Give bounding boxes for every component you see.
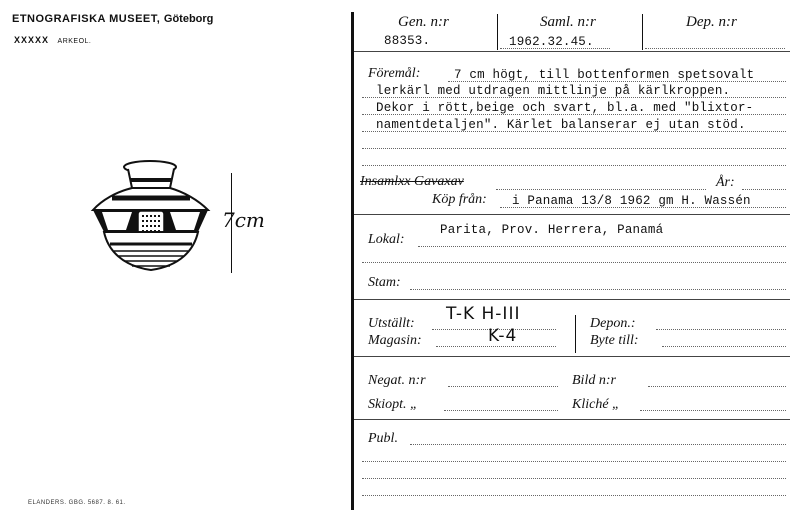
card-left-border [351,12,354,510]
publ-label: Publ. [368,431,398,446]
byte-dotted-line [662,346,786,347]
printer-line: ELANDERS. GBG. 5687. 8. 61. [28,500,126,506]
publ-dotted-line [362,461,786,462]
header-dotted-line [645,48,785,49]
magasin-label: Magasin: [368,333,422,348]
publ-dotted-line [362,478,786,479]
gen-nr-label: Gen. n:r [398,14,449,30]
skiopt-label: Skiopt. „ [368,397,418,412]
depon-label: Depon.: [590,316,636,331]
magasin-value: K-4 [488,326,518,346]
utstallt-value: T-K H-III [446,304,521,324]
stam-label: Stam: [368,275,401,290]
foremal-dotted-line [362,114,786,115]
foremal-dotted-line [362,97,786,98]
negat-nr-label: Negat. n:r [368,373,426,388]
department-line [14,35,91,45]
negatives-bottom-rule [354,419,790,420]
header-divider-1 [497,14,498,50]
museum-city: Göteborg [163,13,214,25]
kop-dotted-line [500,207,786,208]
storage-bottom-rule [354,356,790,357]
foremal-line-1: 7 cm högt, till bottenformen spetsovalt [454,68,755,82]
lokal-value: Parita, Prov. Herrera, Panamá [440,223,664,237]
bild-nr-label: Bild n:r [572,373,616,388]
storage-divider [575,315,576,353]
museum-title [12,13,213,25]
department-name: ARKEOL. [57,38,92,45]
lokal-dotted-line [418,246,786,247]
kop-fran-value: i Panama 13/8 1962 gm H. Wassén [512,194,751,208]
kop-fran-label: Köp från: [432,192,487,207]
foremal-line-4: namentdetaljen". Kärlet balanserar ej utan stöd. [376,118,746,132]
depon-dotted-line [656,329,786,330]
size-annotation: 7cm [222,208,265,232]
cliche-label: Kliché „ [572,397,620,412]
stam-dotted-line [410,289,786,290]
publ-dotted-line [410,444,786,445]
department-struck: XXXXX [14,35,50,45]
saml-nr-label: Saml. n:r [540,14,596,30]
byte-till-label: Byte till: [590,333,639,348]
skiopt-dotted-line [444,410,558,411]
utstallt-label: Utställt: [368,316,415,331]
foremal-dotted-line [362,131,786,132]
ar-dotted-line [742,189,786,190]
foremal-dotted-line [362,148,786,149]
header-bottom-rule [354,51,790,52]
bild-dotted-line [648,386,786,387]
magasin-dotted-line [436,346,556,347]
header-divider-2 [642,14,643,50]
foremal-line-2: lerkärl med utdragen mittlinje på kärlkroppen. [376,84,731,98]
header-dotted-line [500,48,610,49]
foremal-label: Föremål: [368,66,421,81]
foremal-dotted-line [362,165,786,166]
saml-nr-value: 1962.32.45. [509,35,594,49]
negat-dotted-line [448,386,558,387]
gen-nr-value: 88353. [384,34,431,48]
foremal-dotted-line [448,81,786,82]
acquisition-bottom-rule [354,214,790,215]
vessel-drawing [88,158,218,276]
cliche-dotted-line [640,410,786,411]
stam-bottom-rule [354,299,790,300]
foremal-line-3: Dekor i rött,beige och svart, bl.a. med "blixtor- [376,101,754,115]
ar-label: År: [716,175,735,190]
lokal-dotted-line [362,262,786,263]
museum-name: ETNOGRAFISKA MUSEET, [12,13,161,25]
dep-nr-label: Dep. n:r [686,14,737,30]
lokal-label: Lokal: [368,232,405,247]
insamlat-struck: Insamlxx Gavaxav [360,174,464,189]
publ-dotted-line [362,495,786,496]
acquisition-dotted-line [496,189,706,190]
